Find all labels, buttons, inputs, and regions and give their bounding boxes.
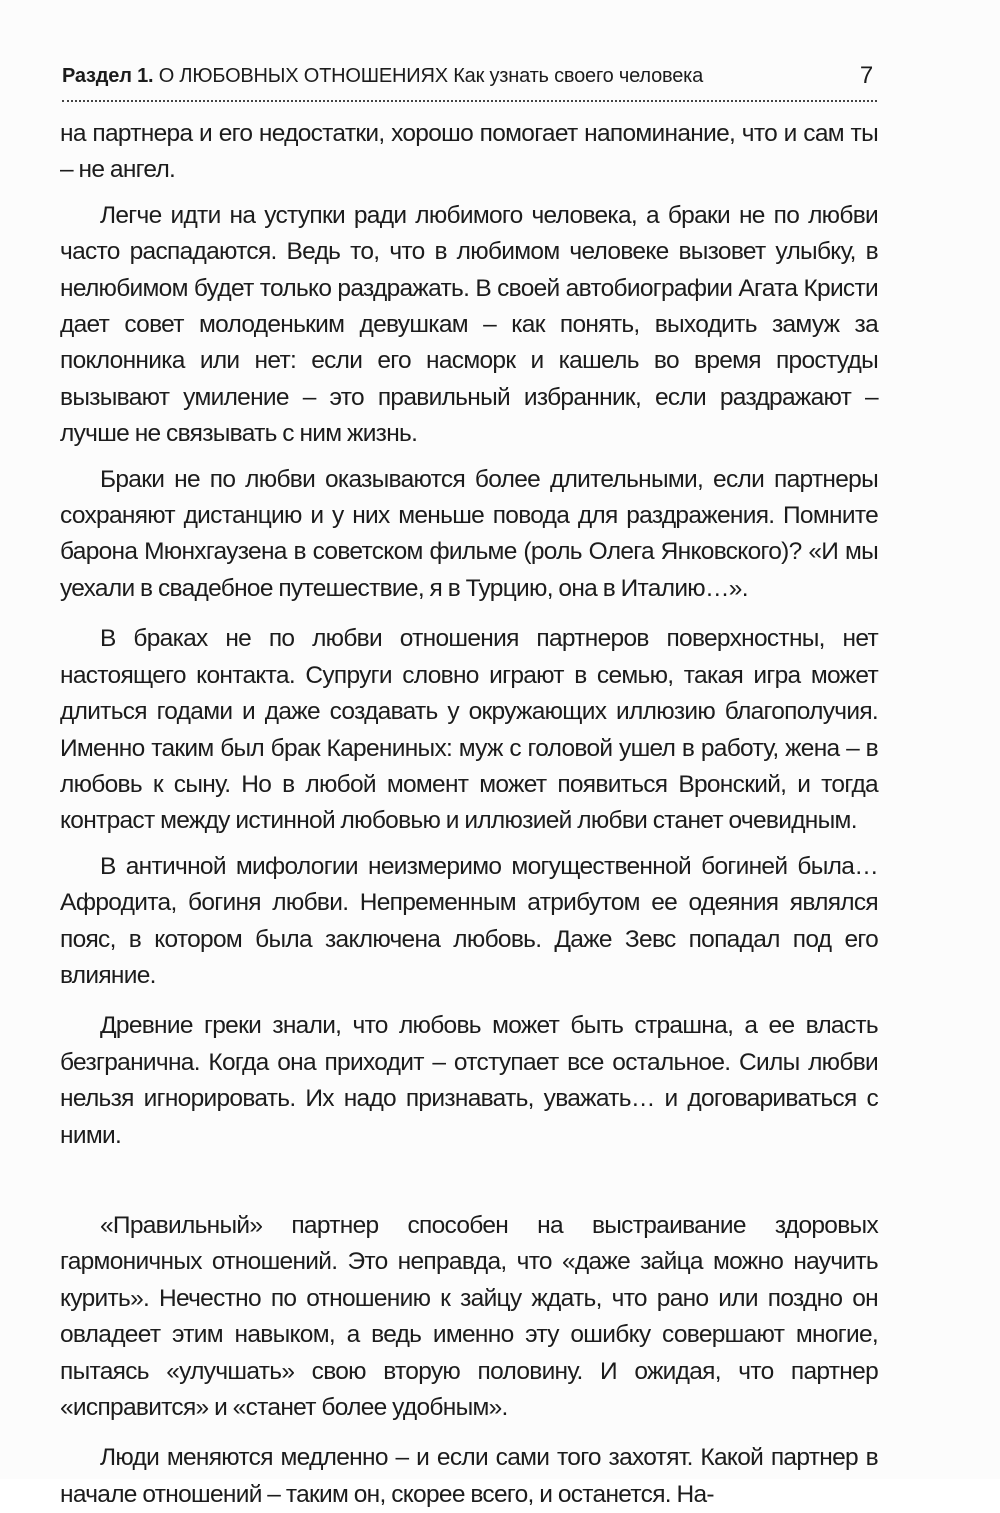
paragraph: В браках не по любви отношения партнеров поверхностны, нет настоящего контакта. Супруги словно играют в семью, такая игра может длиться годами и даже создавать у окружающих иллюзию благополучия. Именно таким был брак Карениных: муж с головой ушел в работу, жена – в любовь к сыну. Но в любой момент может появиться Вронский, и тогда контраст между истинной любовью и иллюзией любви станет очевидным.	[60, 625, 878, 835]
paragraph: Древние греки знали, что любовь может быть страшна, а ее власть безгранична. Когда она приходит – отступает все остальное. Силы любви нельзя игнорировать. Их надо признавать, уважать… и договариваться с ними.	[60, 1012, 878, 1149]
section-title: О ЛЮБОВНЫХ ОТНОШЕНИЯХ	[158, 65, 448, 87]
paragraph: на партнера и его недостатки, хорошо помогает напоминание, что и сам ты – не ангел.	[60, 120, 878, 184]
paragraph: В античной мифологии неизмеримо могущественной богиней была… Афродита, богиня любви. Непременным атрибутом ее одеяния являлся пояс, в котором была заключена любовь. Даже Зевс попадал под его влияние.	[60, 852, 878, 989]
paragraph: Легче идти на уступки ради любимого человека, а браки не по любви часто распадаются. Ведь то, что в любимом человеке вызовет улыбку, в нелюбимом будет только раздражать. В своей автобиографии Агата Кристи дает совет молоденьким девушкам – как понять, выходить замуж за поклонника или нет: если его насморк и кашель во время простуды вызывают умиление – это правильный избранник, если раздражают – лучше не связывать с ним жизнь.	[60, 201, 878, 448]
section-label: Раздел 1.	[62, 65, 154, 87]
paragraph: Люди меняются медленно – и если сами того захотят. Какой партнер в начале отношений – таким он, скорее всего, и останется. На-	[60, 1444, 878, 1508]
page-number: 7	[859, 62, 873, 89]
body-text	[60, 116, 878, 1513]
chapter-title: Как узнать своего человека	[453, 65, 704, 87]
running-header	[62, 62, 877, 102]
paragraph: Браки не по любви оказываются более длительными, если партнеры сохраняют дистанцию и у них меньше повода для раздражения. Помните барона Мюнхгаузена в советском фильме (роль Олега Янковского)? «И мы уехали в свадебное путешествие, я в Турцию, она в Италию…».	[60, 465, 878, 602]
paragraph: «Правильный» партнер способен на выстраивание здоровых гармоничных отношений. Это неправда, что «даже зайца можно научить курить». Нечестно по отношению к зайцу ждать, что рано или поздно он овладеет этим навыком, а ведь именно эту ошибку совершают многие, пытаясь «улучшать» свою вторую половину. И ожидая, что партнер «исправится» и «станет более удобным».	[60, 1211, 878, 1421]
